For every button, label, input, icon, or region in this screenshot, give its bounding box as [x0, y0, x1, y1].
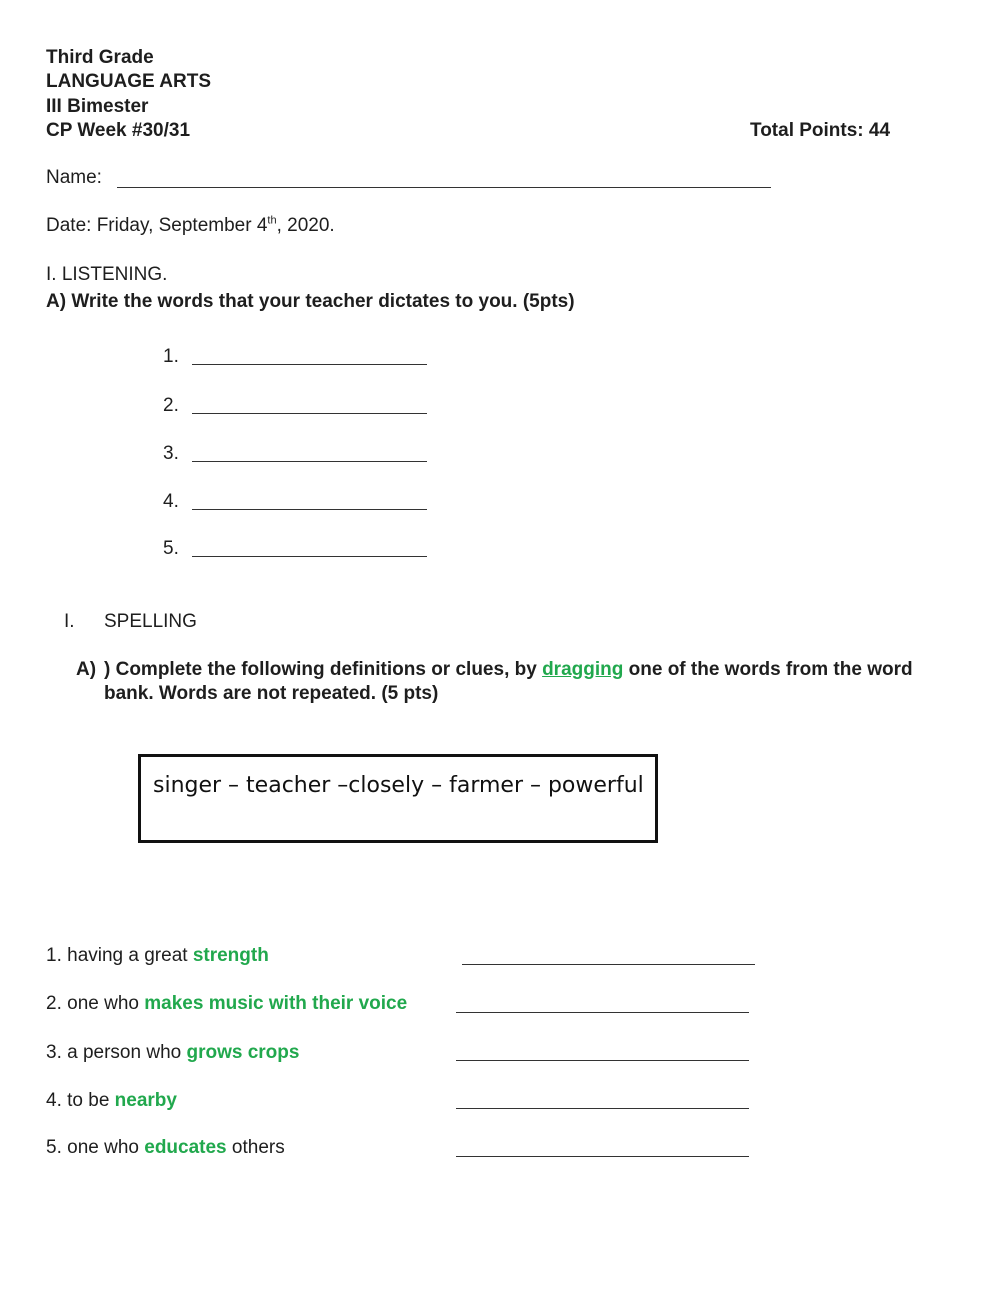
listening-item-number: 4.	[163, 491, 179, 512]
listening-instruction: A) Write the words that your teacher dictates to you. (5pts)	[46, 291, 575, 312]
word-bank-box	[138, 754, 658, 843]
instruction-part2: one of the words from the word	[623, 659, 913, 680]
name-input-line[interactable]	[117, 187, 771, 188]
clue-text: 3. a person who	[46, 1042, 187, 1063]
spelling-heading: SPELLING	[104, 611, 197, 632]
instruction-part1: ) Complete the following definitions or clues, by	[104, 659, 543, 680]
clue-highlight: strength	[192, 945, 269, 966]
listening-answer-line-4[interactable]	[192, 509, 427, 510]
grade-label: Third Grade	[46, 47, 154, 68]
listening-item-number: 1.	[163, 346, 179, 367]
clue-item	[46, 1137, 285, 1159]
term-label: III Bimester	[46, 96, 149, 117]
listening-item-number: 5.	[163, 538, 179, 559]
spelling-label: A)	[76, 659, 97, 680]
date-suffix: , 2020.	[276, 215, 335, 236]
clue-highlight: makes music with their voice	[144, 993, 408, 1014]
clue-item	[46, 1090, 177, 1112]
clue-answer-line-4[interactable]	[456, 1108, 749, 1109]
clue-answer-line-5[interactable]	[456, 1156, 749, 1157]
word-bank-words[interactable]: singer – teacher –closely – farmer – powerful	[153, 773, 644, 798]
total-points: Total Points: 44	[750, 120, 891, 141]
listening-answer-line-3[interactable]	[192, 461, 427, 462]
listening-item-number: 2.	[163, 395, 179, 416]
clue-item	[46, 945, 269, 967]
spelling-instruction-line2: bank. Words are not repeated. (5 pts)	[104, 683, 439, 704]
spelling-number: I.	[64, 611, 75, 632]
clue-text: 1. having a great	[46, 945, 193, 966]
week-label: CP Week #30/31	[46, 120, 191, 141]
clue-answer-line-3[interactable]	[456, 1060, 749, 1061]
listening-answer-line-2[interactable]	[192, 413, 427, 414]
clue-highlight: nearby	[114, 1090, 177, 1111]
date-ordinal: th	[267, 214, 277, 227]
listening-heading: I. LISTENING.	[46, 264, 168, 285]
date-prefix: Date: Friday, September 4	[46, 215, 268, 236]
spelling-instruction	[104, 659, 913, 681]
clue-answer-line-2[interactable]	[456, 1012, 749, 1013]
clue-text: 4. to be	[46, 1090, 115, 1111]
dragging-link[interactable]: dragging	[542, 659, 624, 680]
clue-item	[46, 1042, 299, 1064]
clue-highlight: educates	[144, 1137, 227, 1158]
listening-item-number: 3.	[163, 443, 179, 464]
listening-answer-line-5[interactable]	[192, 556, 427, 557]
subject-label: LANGUAGE ARTS	[46, 71, 212, 92]
date-line	[46, 215, 335, 237]
clue-item	[46, 993, 407, 1015]
clue-text: 5. one who	[46, 1137, 145, 1158]
clue-suffix: others	[226, 1137, 285, 1158]
name-label: Name:	[46, 167, 102, 188]
clue-text: 2. one who	[46, 993, 145, 1014]
clue-answer-line-1[interactable]	[462, 964, 755, 965]
listening-answer-line-1[interactable]	[192, 364, 427, 365]
clue-highlight: grows crops	[186, 1042, 300, 1063]
